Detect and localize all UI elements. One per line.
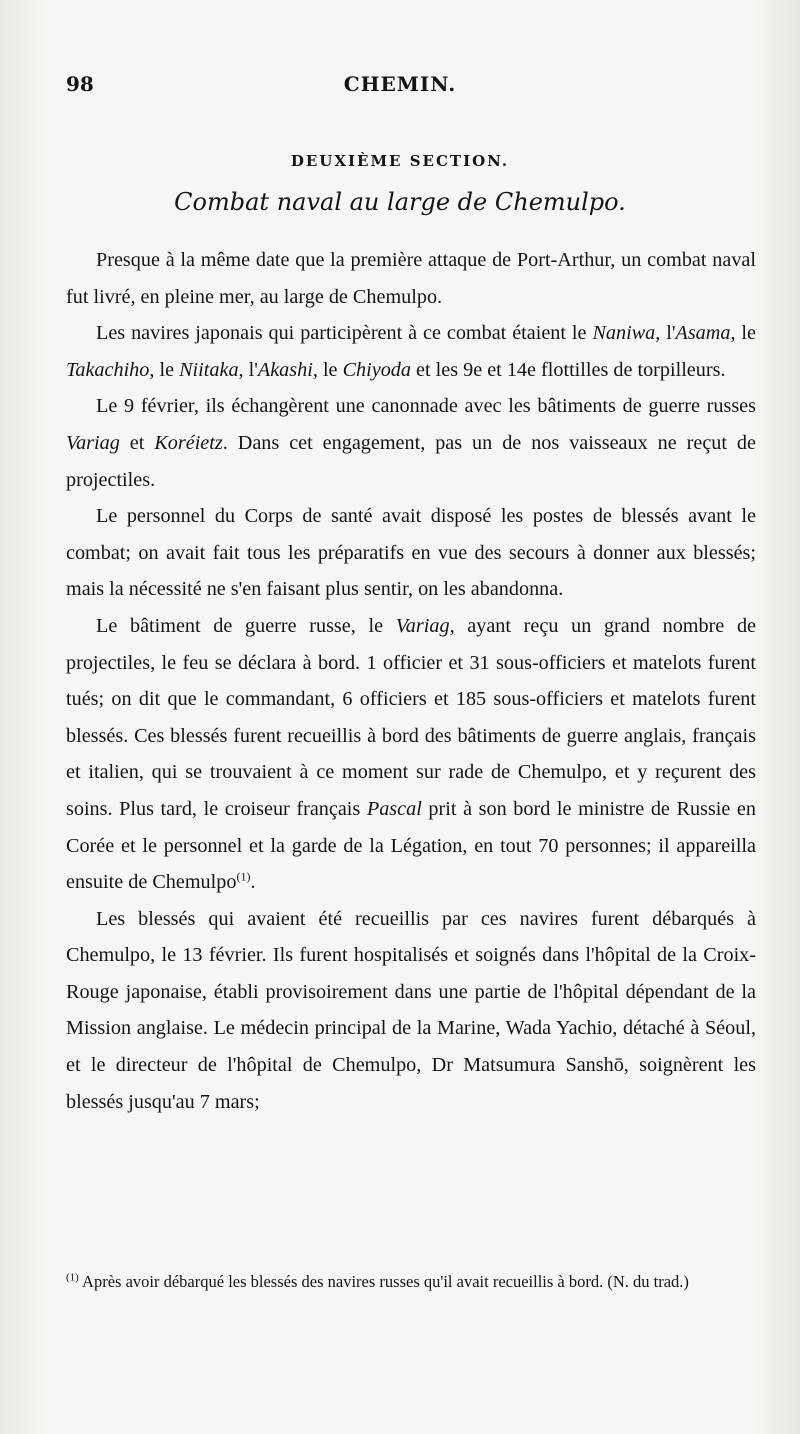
- page-header: [66, 72, 734, 102]
- section-title: Combat naval au large de Chemulpo.: [174, 188, 626, 216]
- text-run: , l': [655, 322, 676, 345]
- page-number: 98: [66, 72, 94, 96]
- text-run: . Dans cet engagement, pas un de nos vaisseaux ne reçut de projectiles.: [66, 431, 756, 491]
- paragraph-2: [66, 315, 756, 388]
- paragraph-5: [66, 608, 756, 901]
- ship-name: Variag: [66, 431, 120, 454]
- ship-name: Asama: [675, 322, 731, 345]
- text-run: , le: [730, 322, 756, 345]
- text-run: prit à son bord le ministre de Russie en Corée et le personnel et la garde de la Légation, en tout 70 personnes; il appareilla ensuite de Chemulpo: [66, 797, 756, 894]
- ship-name: Naniwa: [592, 322, 656, 345]
- running-head: CHEMIN.: [343, 72, 457, 96]
- ship-name: Variag: [395, 614, 450, 637]
- text-run: , ayant reçu un grand nombre de projectiles, le feu se déclara à bord. 1 officier et 31 sous-officiers et matelots furent tués; on dit que le commandant, 6 officiers et 185 sous-officiers et matelots furent blessés. Ces blessés furent recueillis à bord des bâtiments de guerre anglais, français et italien, qui se trouvaient à ce moment sur rade de Chemulpo, et y reçurent des soins. Plus tard, le croiseur français: [66, 614, 757, 820]
- paragraph-1: Presque à la même date que la première attaque de Port-Arthur, un combat naval fut livré, en pleine mer, au large de Chemulpo.: [66, 249, 756, 308]
- paragraph-3: [66, 388, 756, 498]
- text-run: Les navires japonais qui participèrent à ce combat étaient le: [96, 322, 593, 345]
- ship-name: Niitaka: [179, 358, 239, 381]
- ship-name: Pascal: [366, 797, 422, 820]
- text-run: et les 9e et 14e flottilles de torpilleurs.: [410, 358, 726, 381]
- footnote-mark: (1): [66, 1271, 79, 1284]
- text-run: Le 9 février, ils échangèrent une canonnade avec les bâtiments de guerre russes: [96, 395, 756, 418]
- text-run: Le bâtiment de guerre russe, le: [96, 614, 396, 637]
- section-label: DEUXIÈME SECTION.: [290, 152, 510, 170]
- body-text: [66, 242, 756, 1120]
- ship-name: Akashi: [257, 358, 313, 381]
- footnote-reference[interactable]: (1): [236, 869, 251, 884]
- ship-name: Takachiho: [66, 358, 150, 381]
- ship-name: Chiyoda: [342, 358, 411, 381]
- text-run: et: [119, 431, 155, 454]
- text-run: , le: [312, 358, 343, 381]
- text-run: .: [250, 871, 256, 894]
- ship-name: Koréietz: [154, 431, 223, 454]
- footnote-text: Après avoir débarqué les blessés des navires russes qu'il avait recueillis à bord. (N. du trad.): [78, 1272, 689, 1291]
- text-run: , le: [149, 358, 180, 381]
- paragraph-6: Les blessés qui avaient été recueillis par ces navires furent débarqués à Chemulpo, le 13 février. Ils furent hospitalisés et soignés dans l'hôpital de la Croix-Rouge japonaise, établi provisoirement dans une partie de l'hôpital dépendant de la Mission anglaise. Le médecin principal de la Marine, Wada Yachio, détaché à Séoul, et le directeur de l'hôpital de Chemulpo, Dr Matsumura Sanshō, soignèrent les blessés jusqu'au 7 mars;: [66, 907, 756, 1113]
- footnote: [66, 1268, 756, 1295]
- text-run: , l': [238, 358, 258, 381]
- paragraph-4: Le personnel du Corps de santé avait disposé les postes de blessés avant le combat; on avait fait tous les préparatifs en vue des secours à donner aux blessés; mais la nécessité ne s'en faisant plus sentir, on les abandonna.: [66, 505, 756, 601]
